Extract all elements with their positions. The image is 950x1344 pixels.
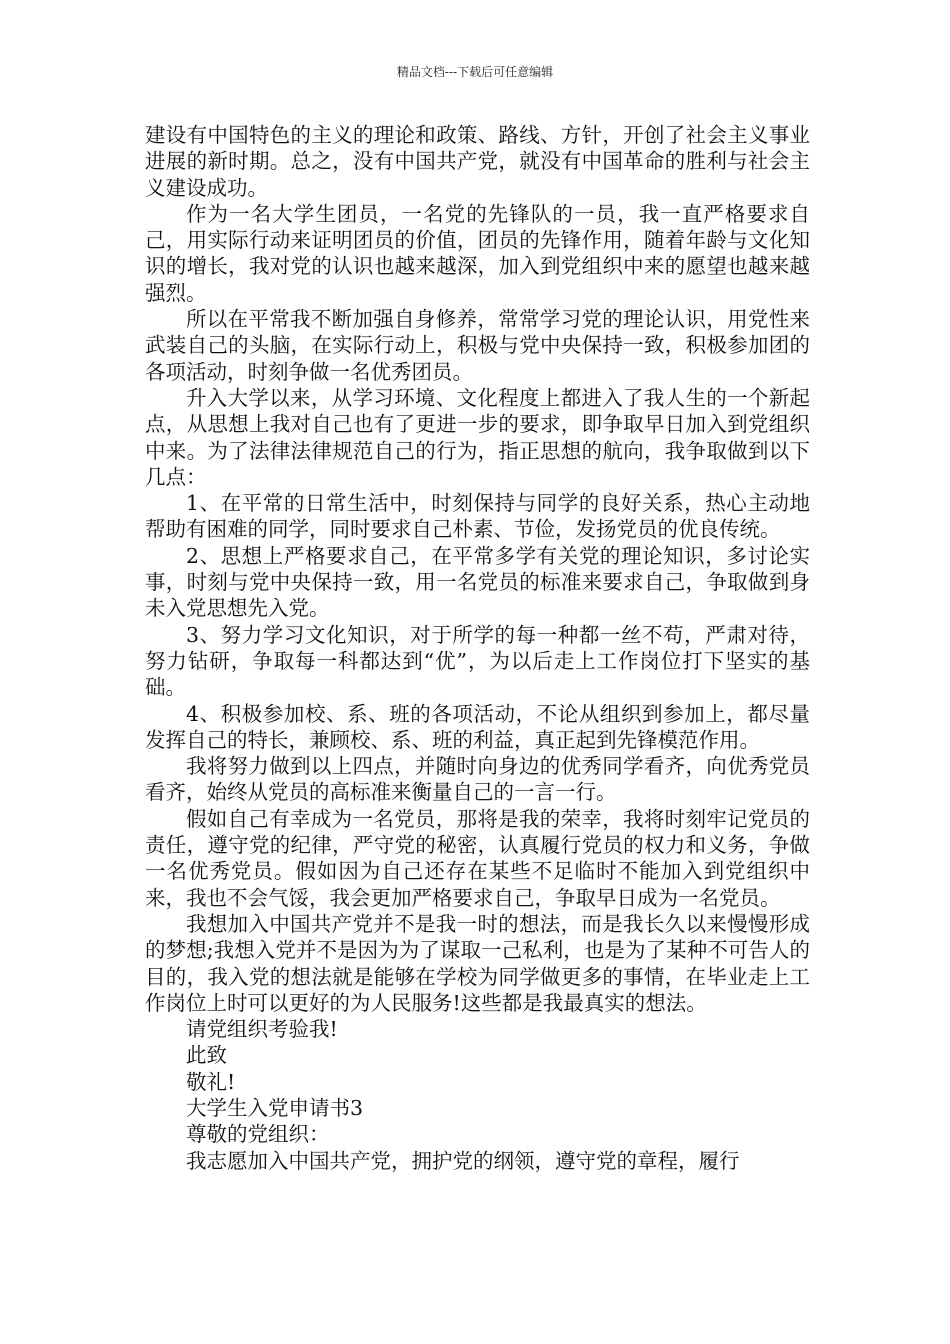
next-letter-title: 大学生入党申请书3 [186,1095,364,1120]
next-letter-opening: 我志愿加入中国共产党，拥护党的纲领，遵守党的章程，履行 [186,1148,740,1173]
paragraph-point-1: 1、在平常的日常生活中，时刻保持与同学的良好关系，热心主动地帮助有困难的同学，同时要求自己朴素、节俭，发扬党员的优良传统。 [145,491,810,542]
paragraph-point-3: 3、努力学习文化知识，对于所学的每一种都一丝不苟，严肃对待，努力钻研，争取每一科都达到“优”，为以后走上工作岗位打下坚实的基础。 [145,622,810,700]
paragraph-motivation: 我想加入中国共产党并不是我一时的想法，而是我长久以来慢慢形成的梦想;我想入党并不是因为为了谋取一己私利，也是为了某种不可告人的目的，我入党的想法就是能够在学校为同学做更多的事情，在毕业走上工作岗位上时可以更好的为人民服务!这些都是我最真实的想法。 [145,911,810,1015]
document-body [145,122,810,1174]
paragraph-student-member: 作为一名大学生团员，一名党的先锋队的一员，我一直严格要求自己，用实际行动来证明团员的价值，团员的先锋作用，随着年龄与文化知识的增长，我对党的认识也越来越深，加入到党组织中来的愿望也越来越强烈。 [145,201,810,305]
paragraph-if-member: 假如自己有幸成为一名党员，那将是我的荣幸，我将时刻牢记党员的责任，遵守党的纪律，严守党的秘密，认真履行党员的权力和义务，争做一名优秀党员。假如因为自己还存在某些不足临时不能加入到党组织中来，我也不会气馁，我会更加严格要求自己，争取早日成为一名党员。 [145,806,810,910]
paragraph-continuation: 建设有中国特色的主义的理论和政策、路线、方针，开创了社会主义事业进展的新时期。总之，没有中国共产党，就没有中国革命的胜利与社会主义建设成功。 [145,123,810,200]
closing-salutation-1: 此致 [186,1043,227,1068]
paragraph-commitment: 我将努力做到以上四点，并随时向身边的优秀同学看齐，向优秀党员看齐，始终从党员的高标准来衡量自己的一言一行。 [145,754,810,805]
paragraph-point-2: 2、思想上严格要求自己，在平常多学有关党的理论知识，多讨论实事，时刻与党中央保持一致，用一名党员的标准来要求自己，争取做到身未入党思想先入党。 [145,543,810,621]
paragraph-point-4: 4、积极参加校、系、班的各项活动，不论从组织到参加上，都尽量发挥自己的特长，兼顾校、系、班的利益，真正起到先锋模范作用。 [145,701,810,752]
closing-salutation-2: 敬礼! [186,1069,236,1094]
paragraph-self-cultivation: 所以在平常我不断加强自身修养，常常学习党的理论认识，用党性来武装自己的头脑，在实际行动上，积极与党中央保持一致，积极参加团的各项活动，时刻争做一名优秀团员。 [145,307,810,384]
paragraph-university-start: 升入大学以来，从学习环境、文化程度上都进入了我人生的一个新起点，从思想上我对自己也有了更进一步的要求，即争取早日加入到党组织中来。为了法律法律规范自己的行为，指正思想的航向，我争取做到以下几点： [145,385,810,489]
next-letter-greeting: 尊敬的党组织： [186,1122,330,1147]
page-header: 精品文档---下载后可任意编辑 [396,65,554,79]
closing-request: 请党组织考验我! [186,1017,338,1042]
